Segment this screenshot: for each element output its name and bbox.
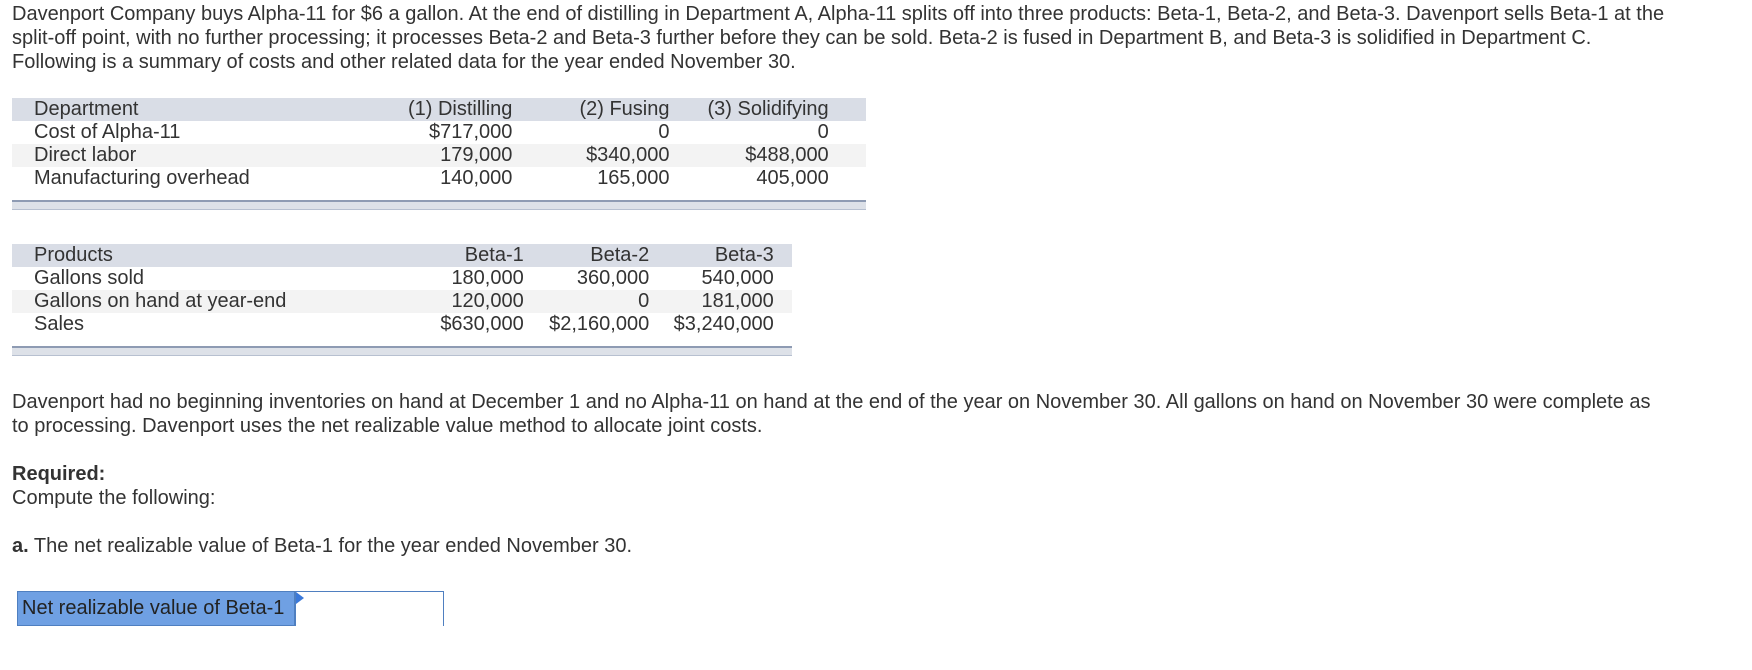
problem-intro	[12, 2, 1750, 74]
header-cell: Beta-2	[524, 244, 649, 267]
table-header-row	[12, 98, 866, 121]
notes-line: to processing. Davenport uses the net realizable value method to allocate joint costs.	[12, 415, 763, 437]
net-realizable-value-input[interactable]	[296, 592, 443, 626]
table-cell: 140,000	[440, 167, 513, 189]
row-label: Gallons sold	[34, 267, 145, 289]
table-cell: $630,000	[440, 313, 524, 335]
row-label: Gallons on hand at year-end	[12, 290, 402, 313]
table-cell: $3,240,000	[673, 313, 774, 335]
row-label: Manufacturing overhead	[34, 167, 250, 189]
part-text: The net realizable value of Beta-1 for the year ended November 30.	[28, 535, 633, 557]
table-row	[12, 121, 866, 144]
answer-input-cell[interactable]	[295, 591, 444, 626]
table-row	[12, 167, 866, 190]
answer-label: Net realizable value of Beta-1	[17, 591, 295, 626]
table-header-row	[12, 244, 792, 267]
department-cost-table	[12, 98, 866, 190]
table-cell: $2,160,000	[549, 313, 650, 335]
table-row	[12, 267, 792, 290]
required-instruction: Compute the following:	[12, 487, 216, 509]
intro-line: Following is a summary of costs and other related data for the year ended November 30.	[12, 51, 796, 73]
header-cell: (3) Solidifying	[669, 98, 828, 121]
answer-row	[17, 591, 444, 626]
header-cell: Products	[12, 244, 402, 267]
table-cell: 179,000	[366, 144, 513, 167]
table-cell: 180,000	[451, 267, 524, 289]
row-label: Sales	[34, 313, 85, 335]
part-letter: a.	[12, 535, 29, 557]
notes-line: Davenport had no beginning inventories on hand at December 1 and no Alpha-11 on hand at the end of the year on November 30. All gallons on hand on November 30 were complete as	[12, 391, 1651, 413]
table-cell: 120,000	[402, 290, 523, 313]
table-cell: 0	[817, 121, 829, 143]
flag-marker-icon	[296, 592, 304, 604]
table-cell: 405,000	[756, 167, 829, 189]
table-cell: 0	[524, 290, 649, 313]
table-cell: $340,000	[512, 144, 669, 167]
table-cell: 181,000	[649, 290, 774, 313]
product-data-table	[12, 244, 792, 336]
table-cell: 0	[658, 121, 670, 143]
notes-paragraph	[12, 390, 1651, 438]
header-cell: Beta-3	[649, 244, 774, 267]
table-cell: $488,000	[669, 144, 828, 167]
header-cell: (1) Distilling	[366, 98, 513, 121]
row-label: Direct labor	[12, 144, 366, 167]
table-cell: 360,000	[576, 267, 650, 289]
table-cell: 540,000	[701, 267, 774, 289]
required-heading: Required:	[12, 463, 106, 485]
header-cell: (2) Fusing	[512, 98, 669, 121]
intro-line: split-off point, with no further processing; it processes Beta-2 and Beta-3 further before they can be sold. Beta-2 is fused in Department B, and Beta-3 is solidified in Department C.	[12, 27, 1592, 49]
intro-line: Davenport Company buys Alpha-11 for $6 a gallon. At the end of distilling in Department A, Alpha-11 splits off into three products: Beta-1, Beta-2, and Beta-3. Davenport sells Beta-1 at the	[12, 3, 1665, 25]
table-row	[12, 144, 866, 167]
table-cell: 165,000	[597, 167, 670, 189]
row-label: Cost of Alpha-11	[34, 121, 181, 143]
question-part-a	[12, 534, 632, 558]
header-cell: Department	[12, 98, 366, 121]
table-footer-bar	[12, 200, 866, 210]
table-footer-bar	[12, 346, 792, 356]
header-cell: Beta-1	[402, 244, 523, 267]
table-row	[12, 290, 792, 313]
table-cell: $717,000	[428, 121, 513, 143]
table-row	[12, 313, 792, 336]
